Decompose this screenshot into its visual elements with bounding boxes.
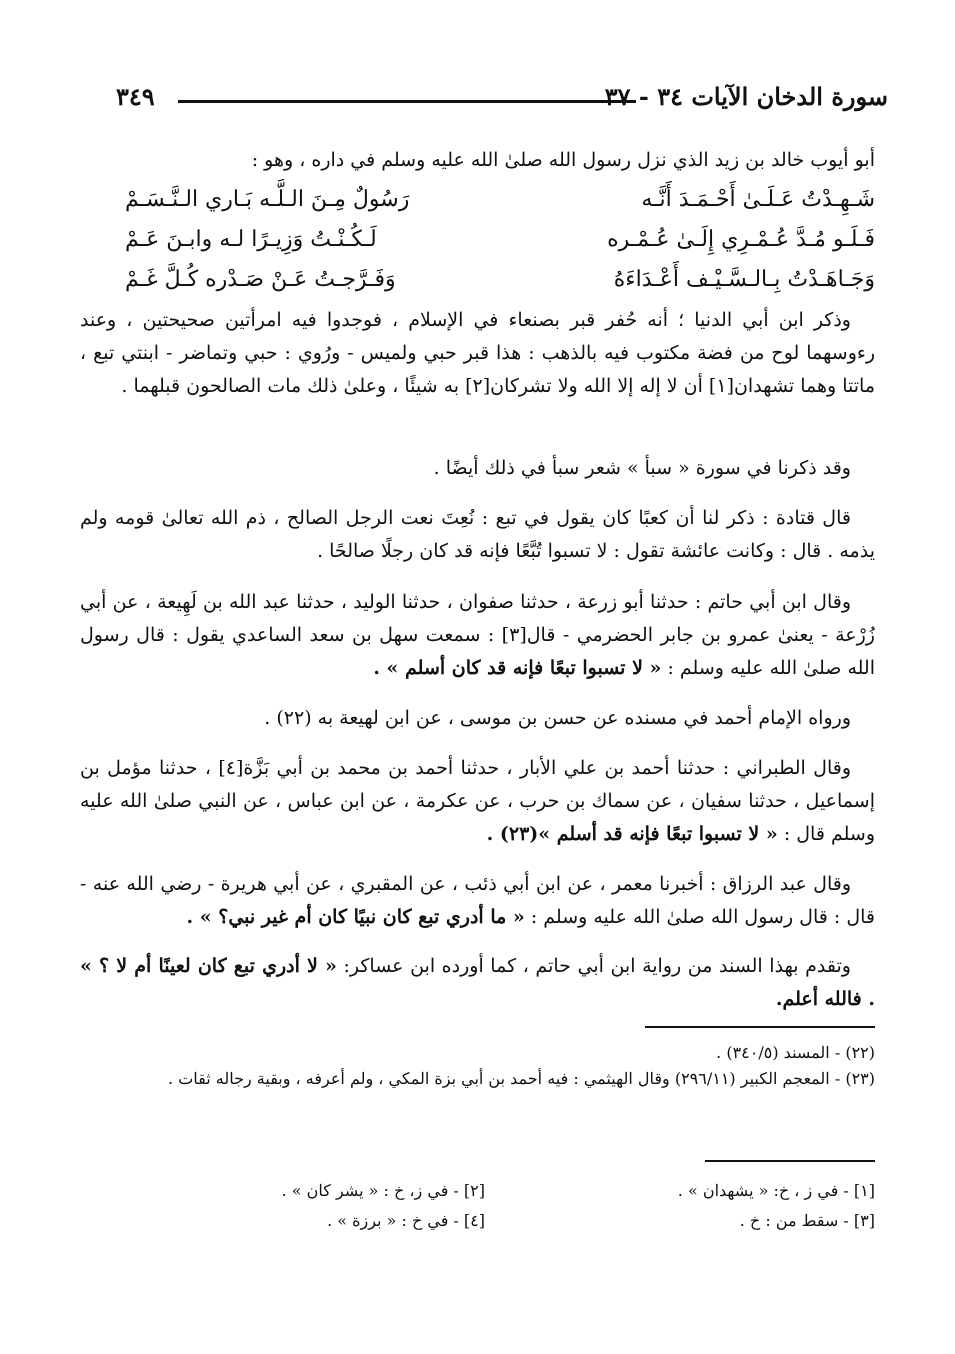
variants-separator [705,1160,875,1162]
paragraph-1-text: وذكر ابن أبي الدنيا ؛ أنه حُفر قبر بصنعاء في الإسلام ، فوجدوا فيه امرأتين صحيحتين ، وعند رءوسهما لوح من فضة مكتوب فيه بالذهب : هذا قبر حبي ولميس - ورُوي : حبي وتماضر - ابنتي تبع ، ماتتا وهما تشهدان[١] أن لا إله إلا الله ولا تشركان[٢] به شيئًا ، وعلىٰ ذلك مات الصالحون قبلهما . [80,309,875,397]
poem-hemistich-left: رَسُولٌ مِـنَ الـلَّـه بَـاري الـنَّـسَـمْ [125,187,410,212]
intro-line [80,144,875,177]
paragraph-8-text [80,950,875,1016]
poem-hemistich-left: وَفَـرَّجـتُ عَـنْ صَـدْره كُـلَّ غَـمْ [125,267,396,292]
paragraph-3 [80,502,875,568]
poem-hemistich-left: لَـكُـنْـتُ وَزِيـرًا لـه وابـنَ عَـمْ [125,227,377,252]
poem-hemistich-right: شَـهِـدْتُ عَـلَـىٰ أَحْـمَـدَ أَنَّـه [641,187,875,212]
intro-text: أبو أيوب خالد بن زيد الذي نزل رسول الله صلىٰ الله عليه وسلم في داره ، وهو : [251,149,875,171]
header-rule [178,100,636,103]
variant-note: [٢] - في ز، خ : « يشر كان » . [281,1181,485,1200]
running-title: سورة الدخان الآيات ٣٤ - ٣٧ [604,82,888,111]
hadith-quote: « لا تسبوا تبعًا فإنه قد أسلم »(٢٣) . [486,823,778,845]
variants-row-2 [95,1206,875,1236]
paragraph-6 [80,752,875,851]
paragraph-2 [80,452,875,485]
hadith-quote: « لا تسبوا تبعًا فإنه قد كان أسلم » . [373,657,662,679]
paragraph-4 [80,586,875,685]
hadith-quote: « ما أدري تبع كان نبيًا كان أم غير نبي؟ » . [186,906,525,928]
poem-hemistich-right: وَجَـاهَـدْتُ بِـالـسَّـيْـف أَعْـدَاءَهُ [613,267,875,292]
manuscript-variants [95,1176,875,1236]
poem-verse-2 [125,220,875,260]
paragraph-5-text: ورواه الإمام أحمد في مسنده عن حسن بن موسى ، عن ابن لهيعة به (٢٢) . [264,707,851,729]
poem-hemistich-right: فَـلَـو مُـدَّ عُـمْـرِي إِلَـىٰ عُـمْـره [607,227,875,252]
footnote-22: (٢٢) - المسند (٣٤٠/٥) . [716,1043,875,1062]
paragraph-8 [80,950,875,1016]
hadith-quote: « لا أدري تبع كان لعينًا أم لا ؟ » . فالله أعلم. [80,955,875,1010]
paragraph-7 [80,868,875,934]
poem [125,180,875,300]
poem-verse-3 [125,260,875,300]
paragraph-6-text [80,752,875,851]
page-header [108,82,888,122]
paragraph-4-body: وقال ابن أبي حاتم : حدثنا أبو زرعة ، حدثنا صفوان ، حدثنا الوليد ، حدثنا عبد الله بن لَهِيعة ، عن أبي زُرْعة - يعنىٰ عمرو بن جابر الحضرمي - قال[٣] : سمعت سهل بن سعد الساعدي يقول : قال رسول الله صلىٰ الله عليه وسلم : [80,591,875,679]
paragraph-3-text: قال قتادة : ذكر لنا أن كعبًا كان يقول في تبع : نُعِتَ نعت الرجل الصالح ، ذم الله تعالىٰ قومه ولم يذمه . قال : وكانت عائشة تقول : لا تسبوا تُبَّعًا فإنه قد كان رجلًا صالحًا . [80,507,875,562]
paragraph-5 [80,702,875,735]
paragraph-7-body: وقال عبد الرزاق : أخبرنا معمر ، عن ابن أبي ذئب ، عن المقبري ، عن أبي هريرة - رضي الله عنه - قال : قال رسول الله صلىٰ الله عليه وسلم : [80,873,875,928]
page-number: ٣٤٩ [116,82,155,111]
poem-verse-1 [125,180,875,220]
footnotes [95,1040,875,1092]
variant-note: [٤] - في خ : « برزة » . [327,1211,485,1230]
paragraph-7-text [80,868,875,934]
paragraph-8-body: وتقدم بهذا السند من رواية ابن أبي حاتم ، كما أورده ابن عساكر: [343,955,851,977]
footnote-23: (٢٣) - المعجم الكبير (٢٩٦/١١) وقال الهيثمي : فيه أحمد بن أبي بزة المكي ، ولم أعرفه ، وبقية رجاله ثقات . [168,1069,875,1088]
variants-row-1 [95,1176,875,1206]
paragraph-2-text: وقد ذكرنا في سورة « سبأ » شعر سبأ في ذلك أيضًا . [433,457,851,479]
paragraph-4-text [80,586,875,685]
footnote-separator [645,1026,875,1028]
paragraph-6-body: وقال الطبراني : حدثنا أحمد بن علي الأبار ، حدثنا أحمد بن محمد بن أبي بَزَّة[٤] ، حدثنا مؤمل بن إسماعيل ، حدثنا سفيان ، عن سماك بن حرب ، عن عكرمة ، عن ابن عباس ، عن النبي صلىٰ الله عليه وسلم قال : [80,757,875,845]
paragraph-1 [80,304,875,403]
variant-note: [٣] - سقط من : خ . [739,1211,875,1230]
variant-note: [١] - في ز ، خ: « يشهدان » . [677,1181,875,1200]
